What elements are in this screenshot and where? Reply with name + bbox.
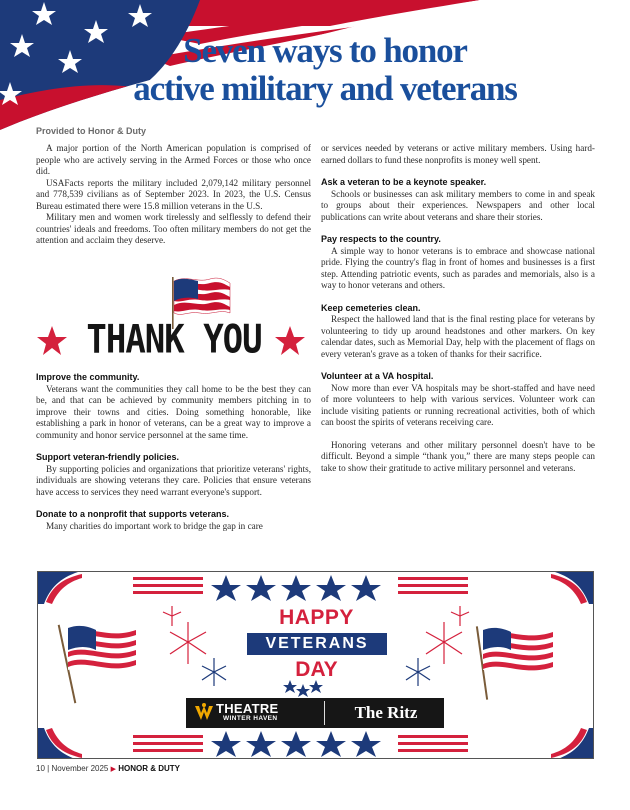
section-heading: Keep cemeteries clean.: [321, 302, 421, 313]
page-footer: [36, 764, 180, 773]
theatre-logo-icon: [193, 702, 215, 724]
section-body: Many charities do important work to bridge the gap in care: [46, 520, 263, 531]
byline: Provided to Honor & Duty: [36, 126, 146, 136]
page-number: 10: [36, 764, 45, 773]
intro-paragraph: A major portion of the North American population is comprised of people who are actively serving in the Armed Forces or those who once did.: [36, 143, 311, 176]
star-icon: [351, 575, 381, 601]
star-icon: [296, 684, 310, 697]
section-heading: Volunteer at a VA hospital.: [321, 371, 434, 381]
section-heading: Ask a veteran to be a keynote speaker.: [321, 177, 487, 187]
star-icon: [281, 731, 311, 757]
section-body: Now more than ever VA hospitals may be short-staffed and have need of more volunteers to help with various services. Volunteer work can include visiting patients or running recreational activities, both of which can boost the spirits of veterans receiving care.: [321, 382, 595, 427]
star-icon: [211, 731, 241, 757]
section-heading: Pay respects to the country.: [321, 234, 441, 244]
publication-name: HONOR & DUTY: [118, 764, 181, 773]
left-column-sections: [36, 372, 311, 532]
star-icon: [281, 575, 311, 601]
title-line-1: Seven ways to honor: [183, 31, 467, 70]
title-line-2: active military and veterans: [133, 69, 517, 108]
section-body: By supporting policies and organizations that prioritize veterans' rights, individuals are showing veterans they care. Policies that ensure veterans have access to services they need warrant everyone's support.: [36, 463, 311, 497]
veterans-day-advertisement[interactable]: [37, 571, 594, 759]
section-heading: Donate to a nonprofit that supports veterans.: [36, 509, 230, 519]
ad-veterans-banner: VETERANS: [247, 633, 387, 655]
star-icon: [211, 575, 241, 601]
footer-separator: |: [47, 764, 52, 773]
left-column-intro: [36, 143, 311, 247]
star-icon: [351, 731, 381, 757]
ad-day-text: DAY: [295, 658, 338, 681]
issue-date: November 2025: [51, 764, 109, 773]
intro-paragraph: Military men and women work tirelessly and selflessly to defend their countries' ideals and freedoms. Too often military members do not get the attention and acclaim they deserve.: [36, 212, 311, 245]
star-icon: [316, 731, 346, 757]
closing-paragraph: Honoring veterans and other military personnel doesn't have to be difficult. Beyond a simple “thank you,” there are many steps people can take to show their gratitude to active military personnel and veterans.: [321, 439, 595, 473]
right-column: [321, 143, 595, 474]
sponsor-ritz-name: The Ritz: [354, 703, 418, 722]
continued-paragraph: or services needed by veterans or active military members. Using hard-earned dollars to fund these nonprofits is money well spent.: [321, 143, 595, 165]
triangle-right-icon: ▶: [110, 766, 116, 773]
intro-paragraph: USAFacts reports the military included 2,079,142 military personnel and 778,539 civilians as of September 2023. In 2023, the U.S. Census Bureau estimated there were 15.8 million veterans in the U.S.: [36, 177, 311, 211]
star-icon: [246, 731, 276, 757]
sponsor-divider: [324, 701, 325, 725]
section-heading: Support veteran-friendly policies.: [36, 452, 180, 462]
sponsor-location: WINTER HAVEN: [223, 715, 278, 722]
section-heading: Improve the community.: [36, 372, 140, 382]
page-title: [70, 32, 580, 108]
section-body: A simple way to honor veterans is to embrace and showcase national pride. Flying the country's flag in front of homes and businesses is a first step. Attending patriotic events, such as parades and memorials, also is a way to honor veterans and others.: [321, 245, 595, 290]
sponsor-theatre-name: THEATRE: [216, 701, 279, 716]
star-icon: [37, 326, 67, 355]
ad-happy-text: HAPPY: [279, 606, 354, 629]
section-body: Veterans want the communities they call home to be the best they can be, and that can be achieved by community members pitching in to improve their towns and cities. Doing something honorable, like establishing a park in honor of veterans, can be a great way to improve a community and honor service personnel at the same time.: [36, 383, 311, 440]
section-body: Respect the hallowed land that is the final resting place for veterans by volunteering to tidy up around headstones and other markers. On key calendar dates, such as Memorial Day, help with the placement of flags on every veteran's grave as a token of thanks for their sacrifice.: [321, 314, 595, 359]
star-icon: [275, 326, 305, 355]
star-icon: [246, 575, 276, 601]
thank-you-heading: THANK YOU: [86, 317, 262, 363]
star-icon: [316, 575, 346, 601]
sponsor-bar[interactable]: [186, 698, 444, 728]
section-body: Schools or businesses can ask military members to come in and speak to groups about their experiences. Newspapers and other local publications can write about veterans and share their stories.: [321, 188, 595, 222]
